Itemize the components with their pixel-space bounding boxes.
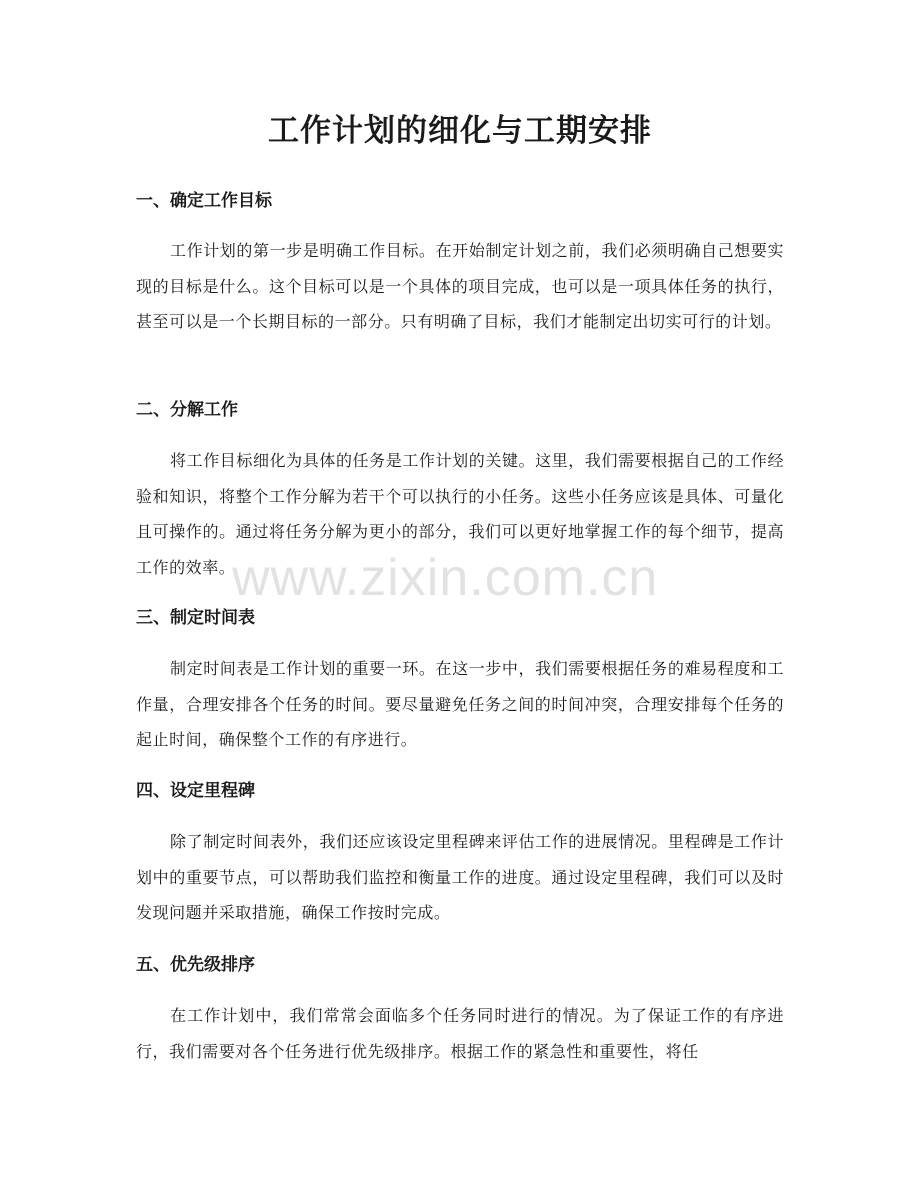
- section-paragraph-5: 在工作计划中，我们常常会面临多个任务同时进行的情况。为了保证工作的有序进行，我们需要对各个任务进行优先级排序。根据工作的紧急性和重要性，将任: [136, 1006, 784, 1061]
- section-heading-5: 五、优先级排序: [136, 955, 255, 975]
- section-heading-3: 三、制定时间表: [136, 608, 255, 628]
- section-paragraph-3: 制定时间表是工作计划的重要一环。在这一步中，我们需要根据任务的难易程度和工作量，合理安排各个任务的时间。要尽量避免任务之间的时间冲突，合理安排每个任务的起止时间，确保整个工作的有序进行。: [136, 659, 784, 749]
- section-heading-4: 四、设定里程碑: [136, 781, 255, 801]
- section-heading-2: 二、分解工作: [136, 400, 238, 420]
- watermark: www.zixin.com.cn: [232, 549, 659, 607]
- section-paragraph-4: 除了制定时间表外，我们还应该设定里程碑来评估工作的进展情况。里程碑是工作计划中的重要节点，可以帮助我们监控和衡量工作的进度。通过设定里程碑，我们可以及时发现问题并采取措施，确保工作按时完成。: [136, 832, 784, 922]
- section-heading-1: 一、确定工作目标: [136, 191, 272, 211]
- document-title: 工作计划的细化与工期安排: [268, 113, 652, 149]
- section-paragraph-2: 将工作目标细化为具体的任务是工作计划的关键。这里，我们需要根据自己的工作经验和知识，将整个工作分解为若干个可以执行的小任务。这些小任务应该是具体、可量化且可操作的。通过将任务分解为更小的部分，我们可以更好地掌握工作的每个细节，提高工作的效率。: [136, 451, 784, 577]
- section-paragraph-1: 工作计划的第一步是明确工作目标。在开始制定计划之前，我们必须明确自己想要实现的目标是什么。这个目标可以是一个具体的项目完成，也可以是一项具体任务的执行，甚至可以是一个长期目标的一部分。只有明确了目标，我们才能制定出切实可行的计划。: [136, 241, 784, 331]
